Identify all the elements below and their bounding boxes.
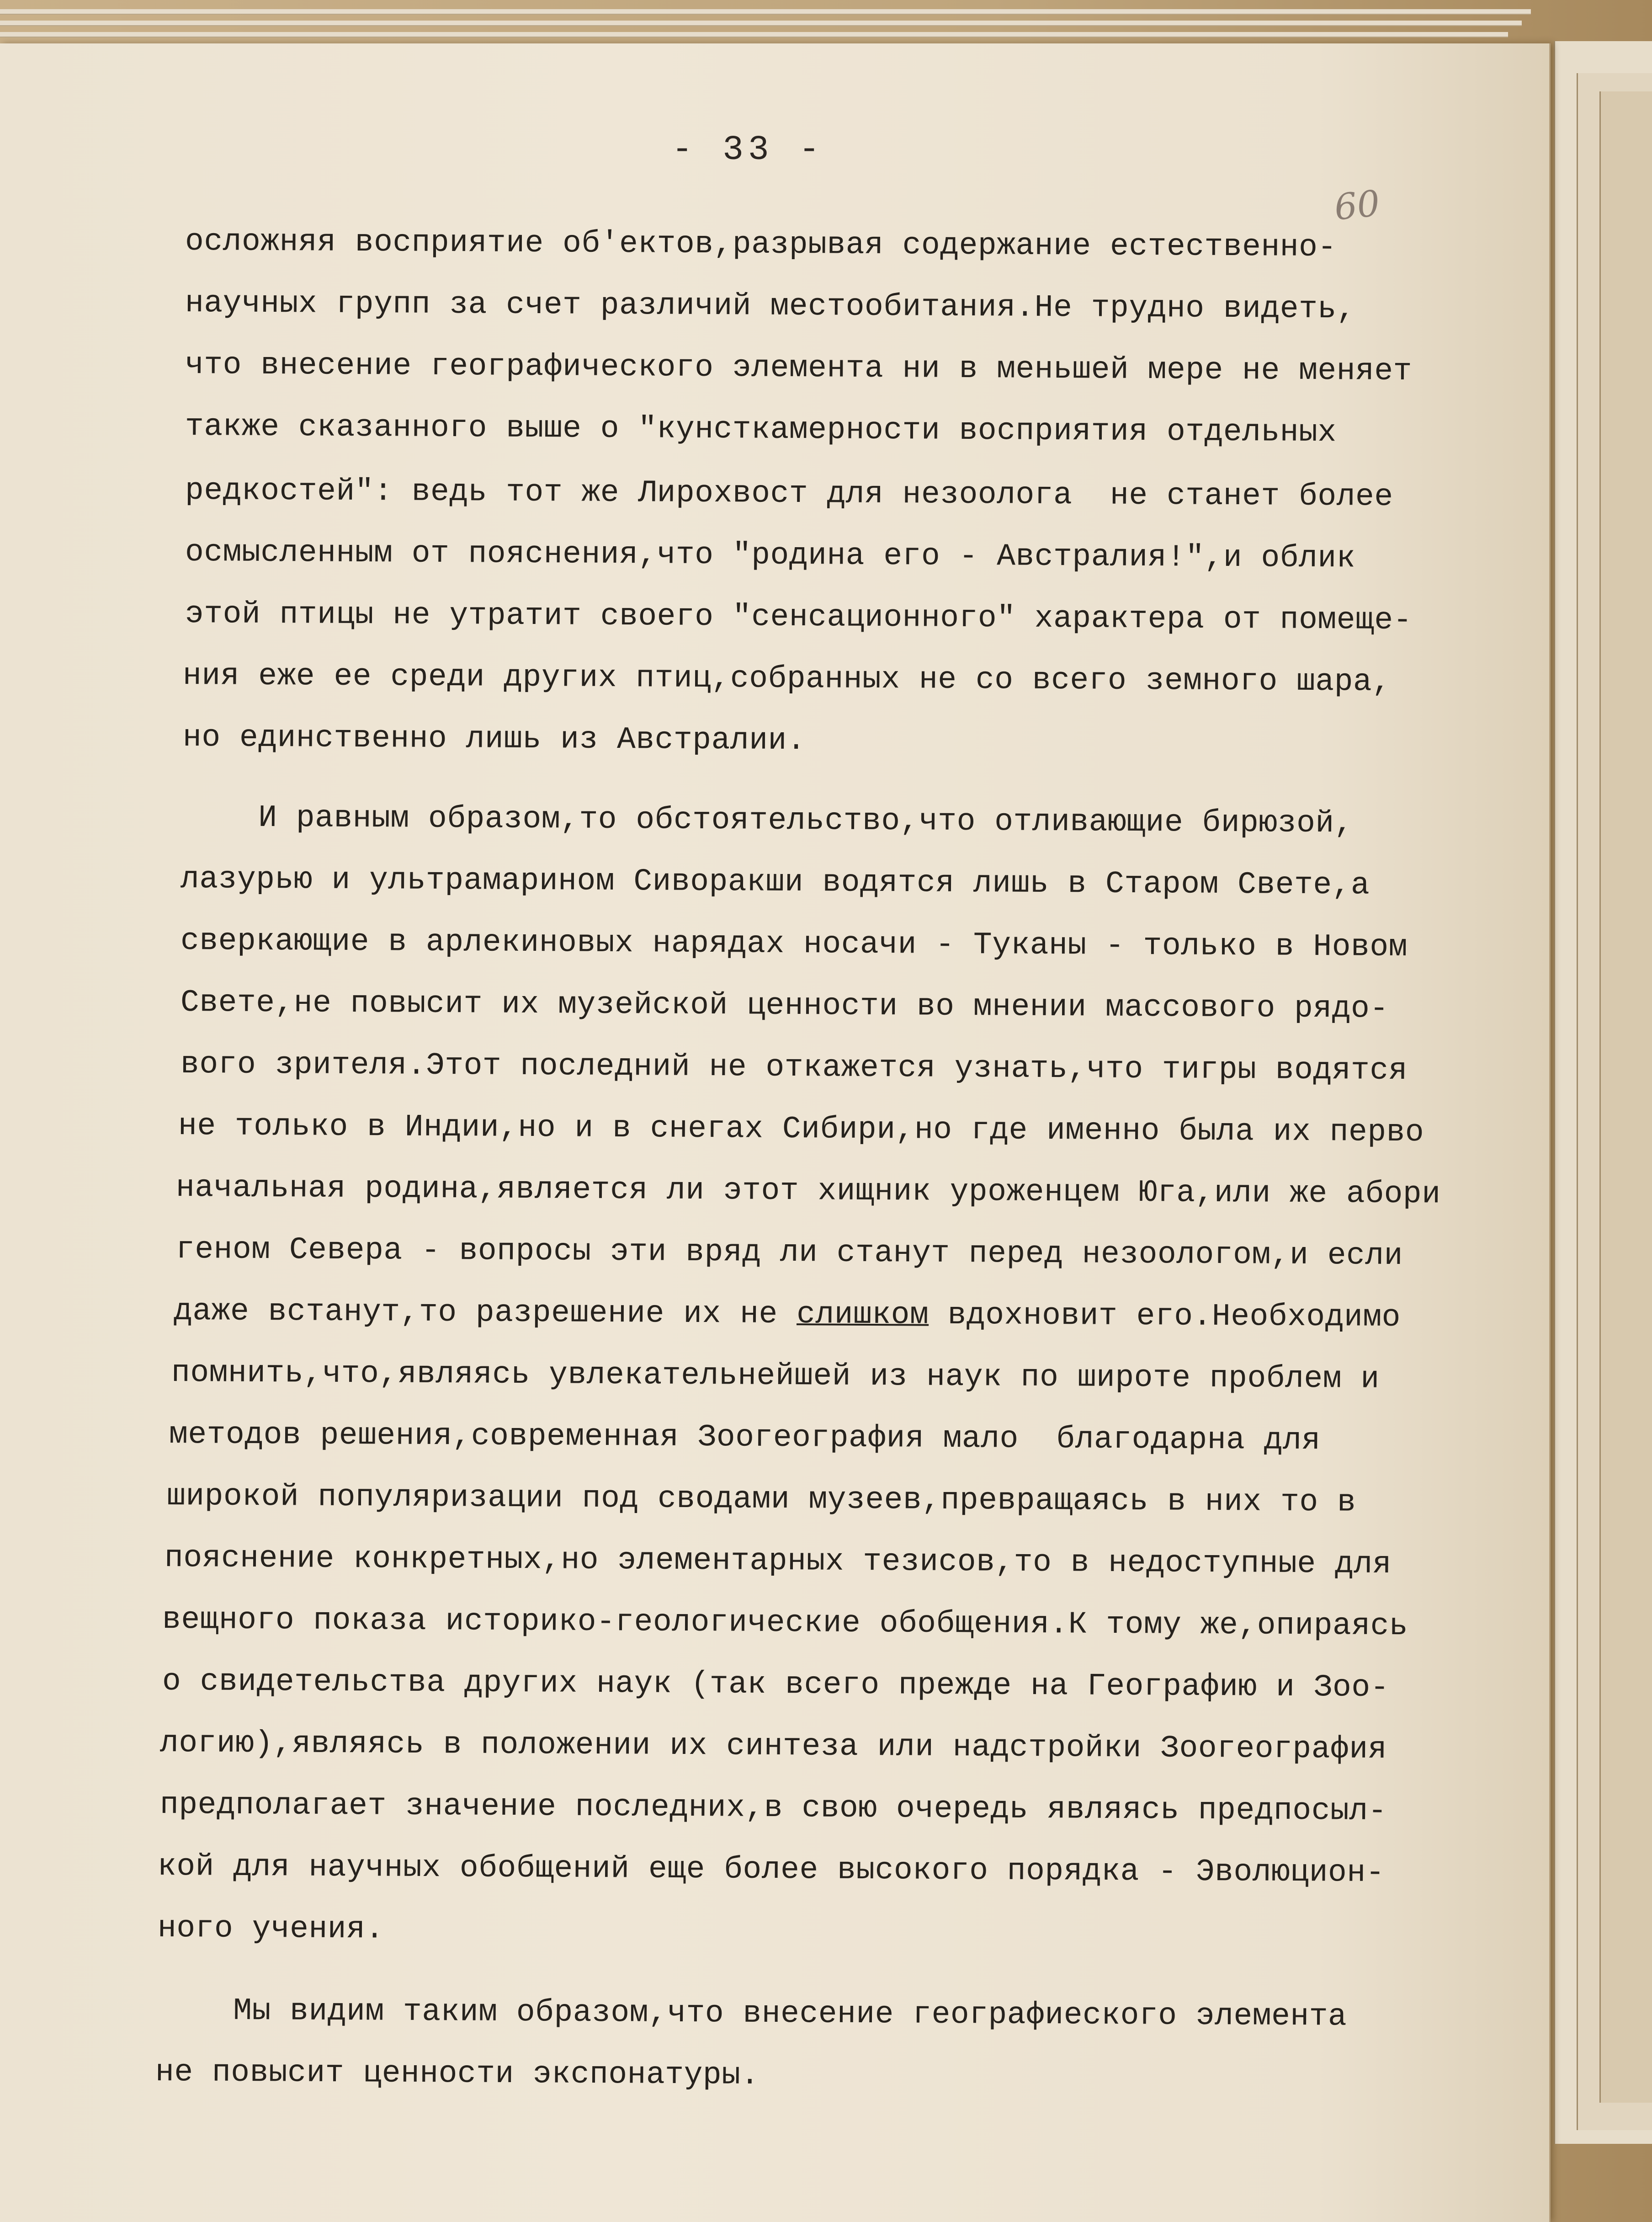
text-line: также сказанного выше о "кунсткамерности восприятия отдельных — [185, 409, 1337, 451]
underlined-word: слишком — [796, 1297, 929, 1333]
archive-folio-number: 60 — [1332, 183, 1382, 229]
adjacent-page — [1599, 91, 1652, 2103]
text-line: этой птицы не утратит своего "сенсационного" характера от помеще- — [185, 597, 1413, 639]
text-line: научных групп за счет различий местообитания.Не трудно видеть, — [185, 286, 1356, 327]
text-line: осмысленным от пояснения,что "родина его - Австралия!",и облик — [185, 535, 1356, 576]
text-line: не повысит ценности экспонатуры. — [155, 2055, 760, 2093]
text-line: начальная родина,является ли этот хищник уроженцем Юга,или же абори — [175, 1170, 1441, 1212]
text-line: ния еже ее среди других птиц,собранных не со всего земного шара, — [182, 658, 1391, 700]
text-line-with-underline — [174, 1294, 1401, 1335]
page-number: - 33 - — [672, 130, 824, 170]
text-line: ного учения. — [157, 1911, 384, 1947]
text-segment: даже встанут,то разрешение их не — [173, 1294, 797, 1332]
text-line: логию),являясь в положении их синтеза или надстройки Зоогеография — [159, 1726, 1387, 1768]
text-line: лазурью и ультрамарином Сиворакши водятся лишь в Старом Свете,а — [180, 862, 1370, 903]
text-line: не только в Индии,но и в снегах Сибири,но где именно была их перво — [178, 1108, 1424, 1151]
page-stack-edge — [0, 9, 1531, 15]
text-line: помнить,что,являясь увлекательнейшей из наук по широте проблем и — [171, 1355, 1380, 1397]
text-line: Свете,не повысит их музейской ценности во мнении массового рядо- — [180, 985, 1389, 1027]
text-line: что внесение географического элемента ни в меньшей мере не меняет — [185, 347, 1413, 389]
text-line: вого зрителя.Этот последний не откажется узнать,что тигры водятся — [180, 1047, 1408, 1089]
text-line: редкостей": ведь тот же Лирохвост для незоолога не станет более — [185, 473, 1393, 515]
text-line: И равным образом,то обстоятельство,что отливающие бирюзой, — [182, 800, 1354, 842]
text-line: методов решения,современная Зоогеография мало благодарна для — [169, 1417, 1321, 1459]
typed-page — [0, 43, 1551, 2222]
text-line: Мы видим таким образом,что внесение географиеского элемента — [157, 1993, 1347, 2035]
text-line: кой для научных обобщений еще более высокого порядка - Эволюцион- — [157, 1849, 1385, 1891]
text-line: сверкающие в арлекиновых нарядах носачи - Туканы - только в Новом — [180, 923, 1408, 965]
text-line: но единственно лишь из Австралии. — [182, 720, 806, 759]
text-line: широкой популяризации под сводами музеев,превращаясь в них то в — [166, 1479, 1356, 1520]
text-line: о свидетельства других наук (так всего прежде на Географию и Зоо- — [162, 1664, 1390, 1706]
text-line: вещного показа историко-геологические обобщения.К тому же,опираясь — [162, 1602, 1408, 1644]
text-line: осложняя восприятие об'ектов,разрывая содержание естественно- — [185, 224, 1337, 266]
text-segment: вдохновит его.Необходимо — [929, 1297, 1401, 1336]
text-line: предполагает значение последних,в свою очередь являясь предпосыл- — [159, 1787, 1387, 1829]
text-line: пояснение конкретных,но элементарных тезисов,то в недоступные для — [164, 1540, 1392, 1583]
text-line: геном Севера - вопросы эти вряд ли станут перед незоологом,и если — [175, 1232, 1403, 1274]
page-stack-edge — [0, 32, 1508, 37]
page-stack-edge — [0, 21, 1522, 26]
